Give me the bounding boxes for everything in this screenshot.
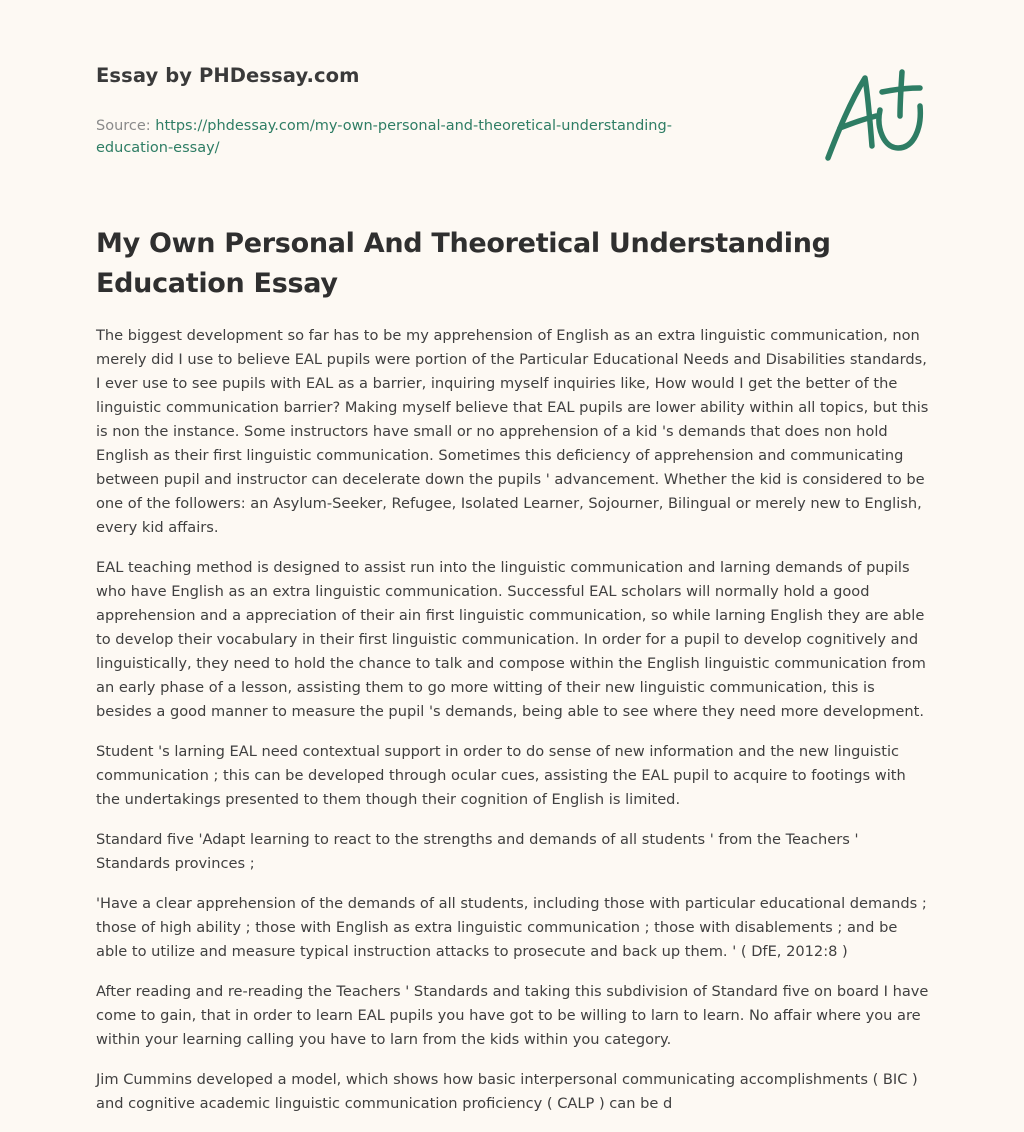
paragraph: EAL teaching method is designed to assist run into the linguistic communication and larning demands of pupils who have English as an extra linguistic communication. Successful EAL scholars will normally hold a good apprehension and a appreciation of their ain first linguistic communication, so while larning English they are able to develop their vocabulary in their first linguistic communication. In order for a pupil to develop cognitively and linguistically, they need to hold the chance to talk and compose within the English linguistic communication from an early phase of a lesson, assisting them to go more witting of their new linguistic communication, this is besides a good manner to measure the pupil 's demands, being able to see where they need more development. [96,559,926,720]
site-header [96,64,716,159]
paragraph: After reading and re-reading the Teachers ' Standards and taking this subdivision of Standard five on board I have come to gain, that in order to learn EAL pupils you have got to be willing to larn to learn. No affair where you are within your learning calling you have to larn from the kids within you category. [96,983,929,1048]
article-title: My Own Personal And Theoretical Understanding Education Essay [96,228,831,299]
article-body [96,324,930,1132]
paragraph: Student 's larning EAL need contextual support in order to do sense of new information and the new linguistic communication ; this can be developed through ocular cues, assisting the EAL pupil to acquire to footings with the undertakings presented to them though their cognition of English is limited. [96,743,906,808]
source-line [96,115,716,159]
source-link[interactable]: https://phdessay.com/my-own-personal-and-theoretical-understanding-education-essay/ [96,118,672,156]
source-label: Source: [96,118,156,134]
paragraph: 'Have a clear apprehension of the demands of all students, including those with particular educational demands ; those of high ability ; those with English as extra linguistic communication ; those with disablements ; and be able to utilize and measure typical instruction attacks to prosecute and back up them. ' ( DfE, 2012:8 ) [96,895,927,960]
paragraph: Standard five 'Adapt learning to react to the strengths and demands of all students ' from the Teachers ' Standards provinces ; [96,831,859,872]
paragraph: Jim Cummins developed a model, which shows how basic interpersonal communicating accomplishments ( BIC ) and cognitive academic linguistic communication proficiency ( CALP ) can be d [96,1071,918,1112]
paragraph: The biggest development so far has to be my apprehension of English as an extra linguistic communication, non merely did I use to believe EAL pupils were portion of the Particular Educational Needs and Disabilities standards, I ever use to see pupils with EAL as a barrier, inquiring myself inquiries like, How would I get the better of the linguistic communication barrier? Making myself believe that EAL pupils are lower ability within all topics, but this is non the instance. Some instructors have small or no apprehension of a kid 's demands that does non hold English as their first linguistic communication. Sometimes this deficiency of apprehension and communicating between pupil and instructor can decelerate down the pupils ' advancement. Whether the kid is considered to be one of the followers: an Asylum-Seeker, Refugee, Isolated Learner, Sojourner, Bilingual or merely new to English, every kid affairs. [96,327,929,536]
site-title: Essay by PHDessay.com [96,64,360,87]
a-plus-grade-icon [820,66,932,166]
